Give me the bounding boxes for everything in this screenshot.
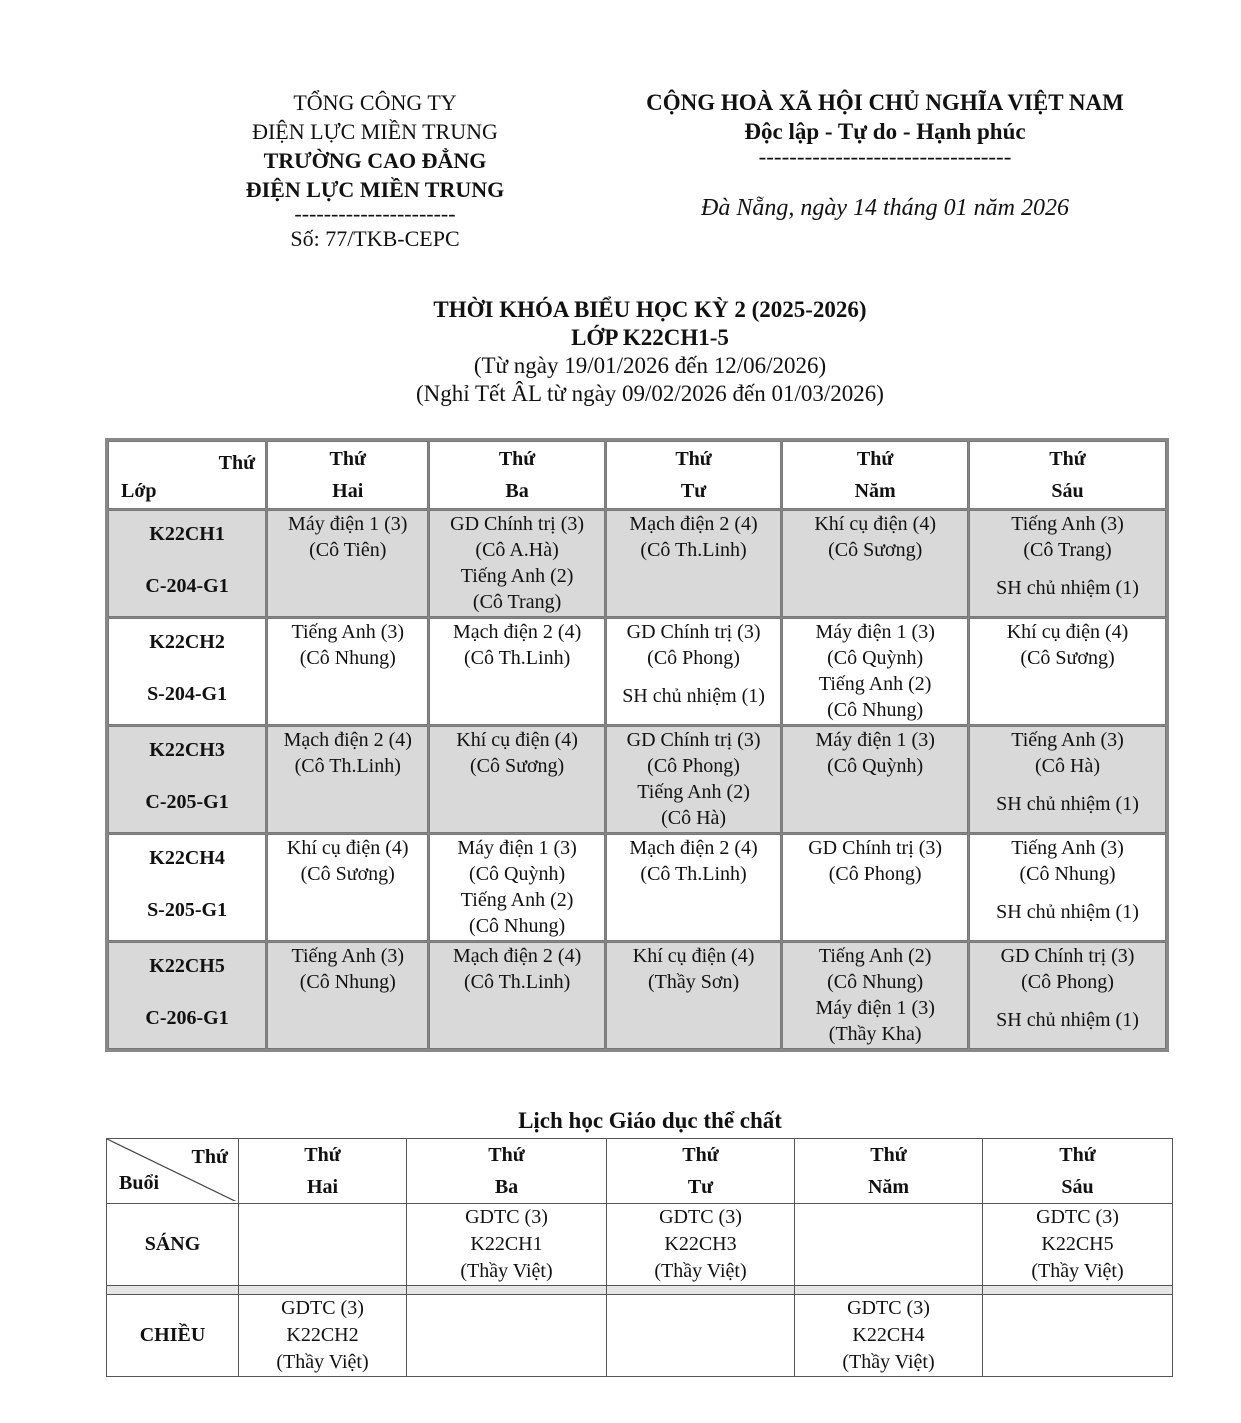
lesson-cell [782, 834, 968, 941]
lesson-text: (Cô Hà) [1035, 755, 1100, 777]
lesson-text: Mạch điện 2 (4) [629, 837, 758, 859]
lesson-text: (Cô Nhung) [827, 971, 924, 993]
pe-day-header [983, 1139, 1173, 1204]
pe-lesson-text: (Thầy Việt) [1031, 1260, 1124, 1282]
lesson-text: (Cô Th.Linh) [640, 863, 747, 885]
issuer-block [195, 88, 555, 253]
lesson-text: Tiếng Anh (3) [291, 945, 405, 967]
lesson-text: Khí cụ điện (4) [1006, 621, 1129, 643]
lesson-text: GD Chính trị (3) [1000, 945, 1135, 967]
pe-day-header-top: Thứ [304, 1144, 341, 1166]
pe-lesson-cell [795, 1204, 983, 1286]
lesson-text: (Cô Phong) [647, 647, 740, 669]
class-room: S-204-G1 [147, 683, 228, 705]
lesson-text: Khí cụ điện (4) [814, 513, 936, 535]
pe-session-label: SÁNG [107, 1204, 239, 1286]
lesson-text: Máy điện 1 (3) [815, 729, 935, 751]
pe-lesson-text: (Thầy Việt) [654, 1260, 747, 1282]
lesson-text: (Cô Nhung) [299, 647, 396, 669]
issuer-parent: TỔNG CÔNG TY [293, 90, 457, 115]
lesson-cell [267, 618, 428, 725]
lesson-text: SH chủ nhiệm (1) [622, 685, 765, 707]
national-motto: Độc lập - Tự do - Hạnh phúc [744, 119, 1026, 144]
pe-day-header-name: Năm [867, 1176, 910, 1198]
class-row [108, 618, 1166, 725]
day-header-name: Tư [680, 480, 707, 502]
corner-cell [108, 441, 266, 509]
pe-schedule-title: Lịch học Giáo dục thể chất [518, 1108, 782, 1133]
pe-lesson-cell [407, 1295, 607, 1377]
lesson-cell [267, 726, 428, 833]
lesson-text: (Cô Phong) [1021, 971, 1114, 993]
lesson-text: Máy điện 1 (3) [815, 997, 935, 1019]
pe-separator-cell [795, 1286, 983, 1295]
lesson-text: (Cô Sương) [828, 539, 923, 561]
timetable-header [108, 441, 1166, 509]
day-header [782, 441, 968, 509]
class-cell [108, 618, 266, 725]
lesson-cell [429, 834, 604, 941]
issuer-divider: ---------------------- [294, 201, 456, 226]
pe-lesson-cell [795, 1295, 983, 1377]
day-header [267, 441, 428, 509]
day-header-top: Thứ [675, 448, 712, 470]
lesson-cell [606, 510, 781, 617]
lesson-text: Mạch điện 2 (4) [452, 945, 582, 967]
lesson-text: GD Chính trị (3) [808, 837, 943, 859]
lesson-text: Tiếng Anh (2) [460, 565, 574, 587]
lesson-cell [606, 618, 781, 725]
lesson-text: (Cô Sương) [469, 755, 565, 777]
document-number: Số: 77/TKB-CEPC [290, 226, 460, 251]
lesson-text: (Cô Nhung) [299, 971, 396, 993]
class-name: K22CH2 [149, 631, 225, 653]
lesson-text: Mạch điện 2 (4) [629, 513, 758, 535]
class-cell [108, 510, 266, 617]
class-row [108, 510, 1166, 617]
lesson-text: Tiếng Anh (3) [291, 621, 405, 643]
pe-session-row [107, 1295, 1173, 1377]
day-header-top: Thứ [329, 448, 366, 470]
class-cell [108, 942, 266, 1049]
issuer-school: TRƯỜNG CAO ĐẲNG [263, 148, 487, 173]
lesson-text: (Cô A.Hà) [475, 539, 559, 561]
pe-lesson-cell [607, 1295, 795, 1377]
class-row [108, 726, 1166, 833]
pe-lesson-text: GDTC (3) [465, 1206, 548, 1228]
title-class: LỚP K22CH1-5 [571, 325, 729, 350]
title-date-range: (Từ ngày 19/01/2026 đến 12/06/2026) [473, 353, 827, 378]
lesson-text: Khí cụ điện (4) [286, 837, 409, 859]
pe-separator-cell [107, 1286, 239, 1295]
lesson-text: SH chủ nhiệm (1) [996, 1009, 1139, 1031]
class-room: C-204-G1 [145, 575, 229, 597]
day-header-top: Thứ [856, 448, 894, 470]
lesson-cell [782, 510, 968, 617]
lesson-cell [267, 942, 428, 1049]
pe-lesson-text: GDTC (3) [659, 1206, 742, 1228]
pe-lesson-cell [983, 1204, 1173, 1286]
lesson-cell [267, 834, 428, 941]
pe-day-header-top: Thứ [1059, 1144, 1096, 1166]
pe-separator-cell [407, 1286, 607, 1295]
lesson-cell [969, 834, 1166, 941]
lesson-cell [969, 618, 1166, 725]
lesson-cell [267, 510, 428, 617]
lesson-text: (Cô Sương) [1020, 647, 1115, 669]
day-header-name: Hai [332, 480, 364, 502]
class-room: S-205-G1 [147, 899, 228, 921]
lesson-text: (Cô Trang) [472, 591, 562, 613]
lesson-cell [606, 942, 781, 1049]
lesson-text: Máy điện 1 (3) [288, 513, 408, 535]
lesson-cell [606, 834, 781, 941]
lesson-cell [782, 726, 968, 833]
pe-day-header [795, 1139, 983, 1204]
pe-lesson-text: K22CH5 [1041, 1233, 1114, 1255]
lesson-text: (Cô Quỳnh) [827, 755, 924, 777]
lesson-text: SH chủ nhiệm (1) [996, 901, 1139, 923]
class-room: C-206-G1 [145, 1007, 229, 1029]
lesson-cell [969, 942, 1166, 1049]
lesson-text: Tiếng Anh (2) [637, 781, 750, 803]
pe-header [107, 1139, 1173, 1204]
pe-lesson-cell [407, 1204, 607, 1286]
issuer-school-2: ĐIỆN LỰC MIỀN TRUNG [245, 177, 505, 202]
day-header [606, 441, 781, 509]
pe-separator-row [107, 1286, 1173, 1295]
pe-lesson-text: GDTC (3) [1036, 1206, 1119, 1228]
lesson-text: SH chủ nhiệm (1) [996, 577, 1139, 599]
lesson-text: Tiếng Anh (2) [818, 673, 932, 695]
lesson-text: Máy điện 1 (3) [457, 837, 577, 859]
pe-session-row [107, 1204, 1173, 1286]
pe-corner-day-label: Thứ [191, 1146, 228, 1168]
lesson-cell [782, 618, 968, 725]
lesson-cell [969, 726, 1166, 833]
pe-lesson-text: (Thầy Việt) [460, 1260, 553, 1282]
corner-day-label: Thứ [218, 452, 256, 474]
class-cell [108, 834, 266, 941]
lesson-text: SH chủ nhiệm (1) [996, 793, 1139, 815]
pe-lesson-text: K22CH3 [664, 1233, 737, 1255]
lesson-text: Khí cụ điện (4) [632, 945, 755, 967]
lesson-text: GD Chính trị (3) [626, 729, 761, 751]
pe-lesson-text: GDTC (3) [847, 1297, 930, 1319]
pe-lesson-cell [607, 1204, 795, 1286]
pe-day-header-top: Thứ [682, 1144, 719, 1166]
lesson-text: (Thầy Kha) [828, 1023, 922, 1045]
lesson-text: (Cô Nhung) [469, 915, 566, 937]
lesson-text: (Cô Quỳnh) [827, 647, 924, 669]
pe-lesson-text: GDTC (3) [281, 1297, 364, 1319]
day-header-top: Thứ [1049, 448, 1086, 470]
pe-day-header-top: Thứ [870, 1144, 907, 1166]
lesson-text: Khí cụ điện (4) [456, 729, 578, 751]
pe-day-header-name: Tư [687, 1176, 714, 1198]
lesson-text: GD Chính trị (3) [626, 621, 761, 643]
lesson-text: (Cô Th.Linh) [640, 539, 747, 561]
document-title [200, 296, 1100, 408]
lesson-cell [429, 942, 604, 1049]
class-row [108, 834, 1166, 941]
pe-day-header-name: Hai [306, 1176, 339, 1198]
issuer-parent-2: ĐIỆN LỰC MIỀN TRUNG [252, 119, 498, 144]
pe-session-label: CHIỀU [107, 1295, 239, 1377]
lesson-text: (Cô Phong) [828, 863, 922, 885]
pe-day-header [407, 1139, 607, 1204]
class-name: K22CH5 [149, 955, 225, 977]
pe-lesson-cell [239, 1295, 407, 1377]
day-header-name: Năm [854, 480, 896, 502]
lesson-cell [782, 942, 968, 1049]
lesson-text: Tiếng Anh (3) [1011, 729, 1124, 751]
title-main: THỜI KHÓA BIỂU HỌC KỲ 2 (2025-2026) [433, 297, 867, 322]
lesson-cell [969, 510, 1166, 617]
lesson-cell [606, 726, 781, 833]
lesson-text: (Cô Th.Linh) [463, 647, 571, 669]
lesson-text: (Cô Nhung) [1019, 863, 1116, 885]
lesson-text: (Cô Th.Linh) [463, 971, 571, 993]
lesson-text: Máy điện 1 (3) [815, 621, 935, 643]
pe-separator-cell [239, 1286, 407, 1295]
day-header-top: Thứ [498, 448, 536, 470]
class-room: C-205-G1 [145, 791, 229, 813]
day-header-name: Ba [505, 480, 529, 502]
pe-separator-cell [607, 1286, 795, 1295]
lesson-text: Mạch điện 2 (4) [283, 729, 412, 751]
pe-lesson-cell [239, 1204, 407, 1286]
pe-separator-cell [983, 1286, 1173, 1295]
lesson-text: (Cô Phong) [647, 755, 740, 777]
class-name: K22CH4 [149, 847, 225, 869]
pe-day-header-name: Sáu [1061, 1176, 1094, 1198]
title-holiday: (Nghỉ Tết ÂL từ ngày 09/02/2026 đến 01/03/2026) [416, 381, 884, 406]
lesson-text: (Cô Tiên) [309, 539, 387, 561]
pe-lesson-text: (Thầy Việt) [842, 1351, 935, 1373]
lesson-text: GD Chính trị (3) [450, 513, 585, 535]
lesson-text: (Cô Th.Linh) [294, 755, 401, 777]
national-divider: --------------------------------- [758, 144, 1012, 169]
lesson-text: Tiếng Anh (2) [818, 945, 932, 967]
class-name: K22CH1 [149, 523, 225, 545]
pe-corner-cell [107, 1139, 239, 1204]
corner-class-label: Lớp [121, 480, 157, 502]
pe-lesson-text: K22CH4 [852, 1324, 925, 1346]
lesson-text: (Cô Nhung) [827, 699, 924, 721]
lesson-text: (Cô Sương) [300, 863, 395, 885]
national-header [600, 88, 1170, 223]
lesson-cell [429, 618, 604, 725]
place-date: Đà Nẵng, ngày 14 tháng 01 năm 2026 [701, 195, 1069, 221]
pe-day-header-name: Ba [494, 1176, 519, 1198]
pe-lesson-text: K22CH2 [286, 1324, 359, 1346]
pe-timetable [106, 1138, 1173, 1377]
lesson-text: Tiếng Anh (3) [1011, 513, 1124, 535]
day-header [429, 441, 604, 509]
lesson-text: (Cô Quỳnh) [469, 863, 566, 885]
national-title: CỘNG HOÀ XÃ HỘI CHỦ NGHĨA VIỆT NAM [646, 90, 1124, 115]
timetable [105, 438, 1169, 1052]
class-name: K22CH3 [149, 739, 225, 761]
class-cell [108, 726, 266, 833]
pe-lesson-text: K22CH1 [470, 1233, 543, 1255]
pe-lesson-cell [983, 1295, 1173, 1377]
pe-lesson-text: (Thầy Việt) [276, 1351, 369, 1373]
day-header-name: Sáu [1051, 480, 1084, 502]
lesson-text: Mạch điện 2 (4) [452, 621, 582, 643]
lesson-text: (Cô Hà) [661, 807, 727, 829]
pe-corner-session-label: Buổi [119, 1172, 160, 1194]
lesson-text: Tiếng Anh (3) [1011, 837, 1124, 859]
lesson-text: (Thầy Sơn) [648, 971, 740, 993]
lesson-text: (Cô Trang) [1023, 539, 1112, 561]
lesson-cell [429, 510, 604, 617]
lesson-text: Tiếng Anh (2) [460, 889, 574, 911]
pe-day-header [239, 1139, 407, 1204]
pe-day-header [607, 1139, 795, 1204]
class-row [108, 942, 1166, 1049]
pe-day-header-top: Thứ [488, 1144, 525, 1166]
day-header [969, 441, 1166, 509]
lesson-cell [429, 726, 604, 833]
